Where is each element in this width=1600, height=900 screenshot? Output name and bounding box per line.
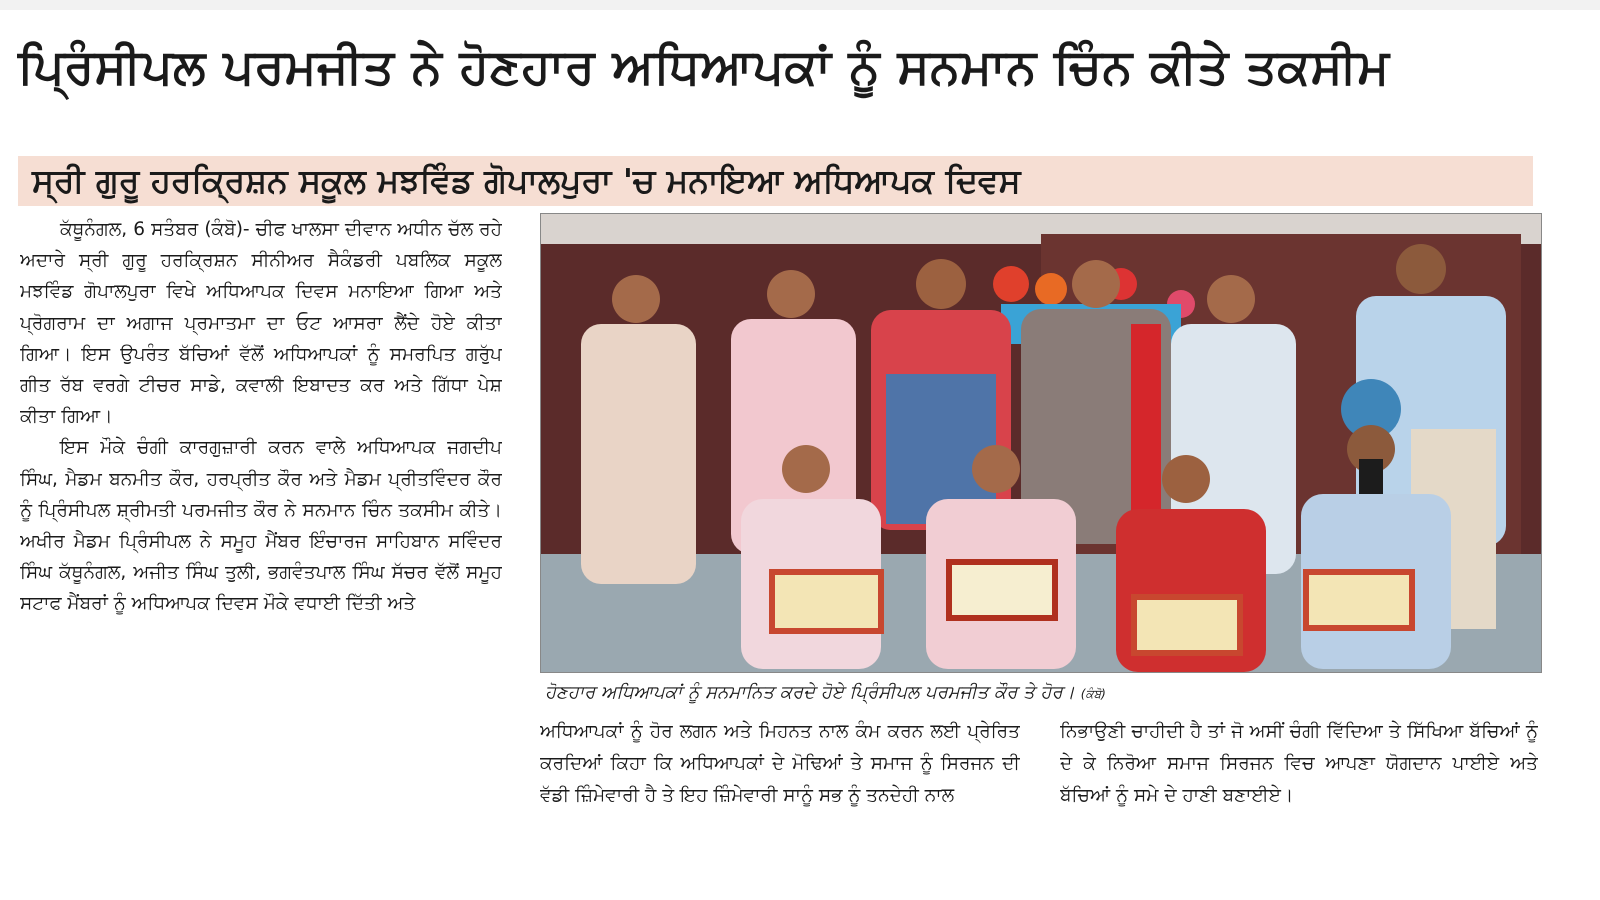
article-column-3 (1060, 716, 1538, 896)
article-column-3-text: ਨਿਭਾਉਣੀ ਚਾਹੀਦੀ ਹੈ ਤਾਂ ਜੋ ਅਸੀਂ ਚੰਗੀ ਵਿੱਦਿਆ ਤੇ ਸਿੱਖਿਆ ਬੱਚਿਆਂ ਨੂੰ ਦੇ ਕੇ ਨਿਰੋਆ ਸਮਾਜ ਸਿਰਜਨ ਵਿਚ ਆਪਣਾ ਯੋਗਦਾਨ ਪਾਈਏ ਅਤੇ ਬੱਚਿਆਂ ਨੂੰ ਸਮੇ ਦੇ ਹਾਣੀ ਬਣਾਈਏ। (1060, 721, 1538, 806)
news-photo (540, 213, 1542, 673)
photo-credit: (ਕੰਬੋ) (1080, 687, 1106, 701)
article-paragraph-1: ਕੱਥੂਨੰਗਲ, 6 ਸਤੰਬਰ (ਕੰਬੋ)- ਚੀਫ ਖਾਲਸਾ ਦੀਵਾਨ ਅਧੀਨ ਚੱਲ ਰਹੇ ਅਦਾਰੇ ਸ੍ਰੀ ਗੁਰੂ ਹਰਕ੍ਰਿਸ਼ਨ ਸੀਨੀਅਰ ਸੈਕੰਡਰੀ ਪਬਲਿਕ ਸਕੂਲ ਮਝਵਿੰਡ ਗੋਪਾਲਪੁਰਾ ਵਿਖੇ ਅਧਿਆਪਕ ਦਿਵਸ ਮਨਾਇਆ ਗਿਆ ਅਤੇ ਪ੍ਰੋਗਰਾਮ ਦਾ ਅਗਾਜ ਪ੍ਰਮਾਤਮਾ ਦਾ ਓਟ ਆਸਰਾ ਲੈਂਦੇ ਹੋਏ ਕੀਤਾ ਗਿਆ। ਇਸ ਉਪਰੰਤ ਬੱਚਿਆਂ ਵੱਲੋਂ ਅਧਿਆਪਕਾਂ ਨੂੰ ਸਮਰਪਿਤ ਗਰੁੱਪ ਗੀਤ ਰੱਬ ਵਰਗੇ ਟੀਚਰ ਸਾਡੇ, ਕਵਾਲੀ ਇਬਾਦਤ ਕਰ ਅਤੇ ਗਿੱਧਾ ਪੇਸ਼ ਕੀਤਾ ਗਿਆ। (20, 219, 502, 428)
article-column-2-text: ਅਧਿਆਪਕਾਂ ਨੂੰ ਹੋਰ ਲਗਨ ਅਤੇ ਮਿਹਨਤ ਨਾਲ ਕੰਮ ਕਰਨ ਲਈ ਪ੍ਰੇਰਿਤ ਕਰਦਿਆਂ ਕਿਹਾ ਕਿ ਅਧਿਆਪਕਾਂ ਦੇ ਮੋਢਿਆਂ ਤੇ ਸਮਾਜ ਨੂੰ ਸਿਰਜਨ ਦੀ ਵੱਡੀ ਜ਼ਿੰਮੇਵਾਰੀ ਹੈ ਤੇ ਇਹ ਜ਼ਿੰਮੇਵਾਰੀ ਸਾਨੂੰ ਸਭ ਨੂੰ ਤਨਦੇਹੀ ਨਾਲ (540, 721, 1020, 806)
article-column-1 (20, 214, 502, 894)
caption-text: ਹੋਣਹਾਰ ਅਧਿਆਪਕਾਂ ਨੂੰ ਸਨਮਾਨਿਤ ਕਰਦੇ ਹੋਏ ਪ੍ਰਿੰਸੀਪਲ ਪਰਮਜੀਤ ਕੌਰ ਤੇ ਹੋਰ। (545, 682, 1075, 703)
photo-caption (545, 681, 1540, 706)
article-column-2 (540, 716, 1020, 896)
article-paragraph-2: ਇਸ ਮੌਕੇ ਚੰਗੀ ਕਾਰਗੁਜ਼ਾਰੀ ਕਰਨ ਵਾਲੇ ਅਧਿਆਪਕ ਜਗਦੀਪ ਸਿੰਘ, ਮੈਡਮ ਬਨਮੀਤ ਕੌਰ, ਹਰਪ੍ਰੀਤ ਕੌਰ ਅਤੇ ਮੈਡਮ ਪ੍ਰੀਤਵਿੰਦਰ ਕੌਰ ਨੂੰ ਪ੍ਰਿੰਸੀਪਲ ਸ਼੍ਰੀਮਤੀ ਪਰਮਜੀਤ ਕੌਰ ਨੇ ਸਨਮਾਨ ਚਿੰਨ ਤਕਸੀਮ ਕੀਤੇ। ਅਖੀਰ ਮੈਡਮ ਪ੍ਰਿੰਸੀਪਲ ਨੇ ਸਮੂਹ ਮੈਂਬਰ ਇੰਚਾਰਜ ਸਾਹਿਬਾਨ ਸਵਿੰਦਰ ਸਿੰਘ ਕੱਥੂਨੰਗਲ, ਅਜੀਤ ਸਿੰਘ ਤੁਲੀ, ਭਗਵੰਤਪਾਲ ਸਿੰਘ ਸੱਚਰ ਵੱਲੋਂ ਸਮੂਹ ਸਟਾਫ ਮੈਂਬਰਾਂ ਨੂੰ ਅਧਿਆਪਕ ਦਿਵਸ ਮੌਕੇ ਵਧਾਈ ਦਿੱਤੀ ਅਤੇ (20, 437, 502, 615)
top-edge-strip (0, 0, 1600, 10)
headline: ਪ੍ਰਿੰਸੀਪਲ ਪਰਮਜੀਤ ਨੇ ਹੋਣਹਾਰ ਅਧਿਆਪਕਾਂ ਨੂੰ ਸਨਮਾਨ ਚਿੰਨ ਕੀਤੇ ਤਕਸੀਮ (18, 39, 1390, 95)
subheadline: ਸ੍ਰੀ ਗੁਰੂ ਹਰਕ੍ਰਿਸ਼ਨ ਸਕੂਲ ਮਝਵਿੰਡ ਗੋਪਾਲਪੁਰਾ 'ਚ ਮਨਾਇਆ ਅਧਿਆਪਕ ਦਿਵਸ (32, 161, 1021, 200)
